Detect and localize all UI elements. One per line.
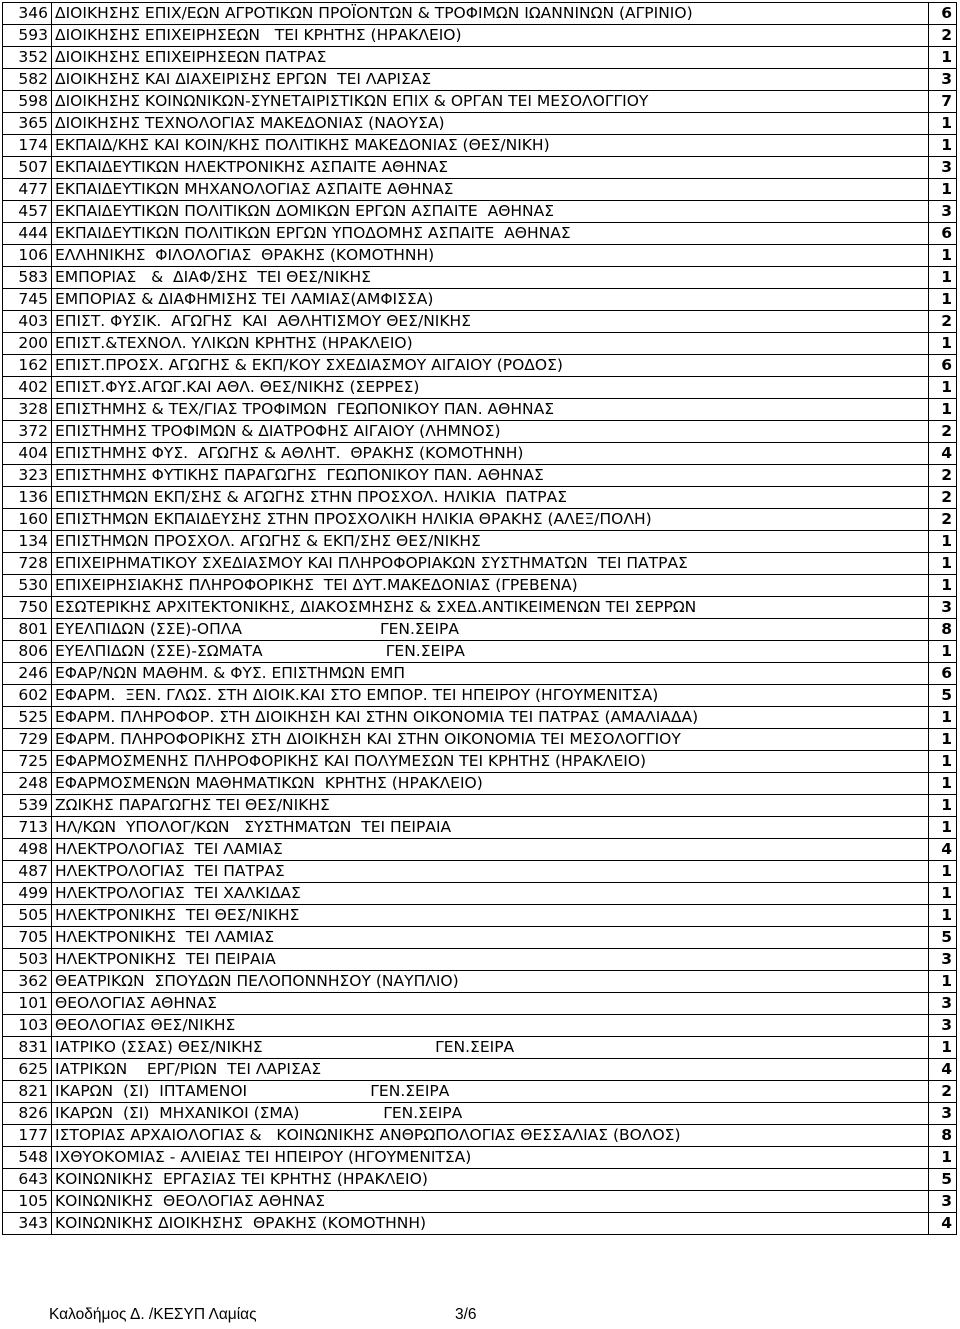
department-code: 525 (3, 707, 52, 729)
department-name: ΕΜΠΟΡΙΑΣ & ΔΙΑΦΗΜΙΣΗΣ ΤΕΙ ΛΑΜΙΑΣ(ΑΜΦΙΣΣΑ) (52, 289, 929, 311)
table-row (3, 465, 957, 487)
department-name: ΕΦΑΡΜ. ΠΛΗΡΟΦΟΡΙΚΗΣ ΣΤΗ ΔΙΟΙΚΗΣΗ ΚΑΙ ΣΤΗΝ ΟΙΚΟΝΟΜΙΑ ΤΕΙ ΜΕΣΟΛΟΓΓΙΟΥ (52, 729, 929, 751)
department-name: ΚΟΙΝΩΝΙΚΗΣ ΘΕΟΛΟΓΙΑΣ ΑΘΗΝΑΣ (52, 1191, 929, 1213)
table-row (3, 91, 957, 113)
position-count: 1 (929, 113, 957, 135)
position-count: 6 (929, 3, 957, 25)
department-code: 404 (3, 443, 52, 465)
table-row (3, 1191, 957, 1213)
table-row (3, 1037, 957, 1059)
department-name: ΗΛΕΚΤΡΟΝΙΚΗΣ ΤΕΙ ΘΕΣ/ΝΙΚΗΣ (52, 905, 929, 927)
department-name: ΕΦΑΡΜ. ΠΛΗΡΟΦΟΡ. ΣΤΗ ΔΙΟΙΚΗΣΗ ΚΑΙ ΣΤΗΝ ΟΙΚΟΝΟΜΙΑ ΤΕΙ ΠΑΤΡΑΣ (ΑΜΑΛΙΑΔΑ) (52, 707, 929, 729)
department-name: ΕΠΙΣΤΗΜΩΝ ΕΚΠ/ΣΗΣ & ΑΓΩΓΗΣ ΣΤΗΝ ΠΡΟΣΧΟΛ. ΗΛΙΚΙΑ ΠΑΤΡΑΣ (52, 487, 929, 509)
department-code: 362 (3, 971, 52, 993)
department-name: ΕΚΠΑΙΔΕΥΤΙΚΩΝ ΠΟΛΙΤΙΚΩΝ ΔΟΜΙΚΩΝ ΕΡΓΩΝ ΑΣΠΑΙΤΕ ΑΘΗΝΑΣ (52, 201, 929, 223)
footer-author: Καλοδήμος Δ. /ΚΕΣΥΠ Λαμίας (49, 1306, 257, 1323)
department-name: ΕΠΙΣΤΗΜΩΝ ΠΡΟΣΧΟΛ. ΑΓΩΓΗΣ & ΕΚΠ/ΣΗΣ ΘΕΣ/ΝΙΚΗΣ (52, 531, 929, 553)
position-count: 1 (929, 817, 957, 839)
table-row (3, 795, 957, 817)
department-name: ΙΧΘΥΟΚΟΜΙΑΣ - ΑΛΙΕΙΑΣ ΤΕΙ ΗΠΕΙΡΟΥ (ΗΓΟΥΜΕΝΙΤΣΑ) (52, 1147, 929, 1169)
department-code: 745 (3, 289, 52, 311)
position-count: 3 (929, 597, 957, 619)
position-count: 1 (929, 399, 957, 421)
table-row (3, 773, 957, 795)
department-code: 598 (3, 91, 52, 113)
department-name: ΕΠΙΣΤ.&ΤΕΧΝΟΛ. ΥΛΙΚΩΝ ΚΡΗΤΗΣ (ΗΡΑΚΛΕΙΟ) (52, 333, 929, 355)
table-row (3, 883, 957, 905)
department-code: 503 (3, 949, 52, 971)
table-row (3, 663, 957, 685)
table-row (3, 971, 957, 993)
department-code: 725 (3, 751, 52, 773)
table-row (3, 1147, 957, 1169)
department-name: ΕΥΕΛΠΙΔΩΝ (ΣΣΕ)-ΣΩΜΑΤΑ ΓΕΝ.ΣΕΙΡΑ (52, 641, 929, 663)
departments-table (2, 2, 957, 1235)
position-count: 4 (929, 443, 957, 465)
table-row (3, 443, 957, 465)
position-count: 4 (929, 1213, 957, 1235)
department-name: ΕΠΙΧΕΙΡΗΜΑΤΙΚΟΥ ΣΧΕΔΙΑΣΜΟΥ ΚΑΙ ΠΛΗΡΟΦΟΡΙΑΚΩΝ ΣΥΣΤΗΜΑΤΩΝ ΤΕΙ ΠΑΤΡΑΣ (52, 553, 929, 575)
department-code: 499 (3, 883, 52, 905)
department-code: 507 (3, 157, 52, 179)
table-row (3, 223, 957, 245)
position-count: 3 (929, 1103, 957, 1125)
department-code: 713 (3, 817, 52, 839)
department-code: 457 (3, 201, 52, 223)
department-name: ΕΠΙΣΤΗΜΩΝ ΕΚΠΑΙΔΕΥΣΗΣ ΣΤΗΝ ΠΡΟΣΧΟΛΙΚΗ ΗΛΙΚΙΑ ΘΡΑΚΗΣ (ΑΛΕΞ/ΠΟΛΗ) (52, 509, 929, 531)
department-code: 582 (3, 69, 52, 91)
department-name: ΔΙΟΙΚΗΣΗΣ ΕΠΙΧΕΙΡΗΣΕΩΝ ΠΑΤΡΑΣ (52, 47, 929, 69)
table-row (3, 1213, 957, 1235)
table-row (3, 531, 957, 553)
department-code: 539 (3, 795, 52, 817)
table-row (3, 707, 957, 729)
department-code: 246 (3, 663, 52, 685)
department-code: 105 (3, 1191, 52, 1213)
department-code: 806 (3, 641, 52, 663)
department-code: 402 (3, 377, 52, 399)
department-name: ΗΛΕΚΤΡΟΛΟΓΙΑΣ ΤΕΙ ΛΑΜΙΑΣ (52, 839, 929, 861)
department-code: 200 (3, 333, 52, 355)
position-count: 6 (929, 663, 957, 685)
table-row (3, 421, 957, 443)
department-name: ΘΕΟΛΟΓΙΑΣ ΘΕΣ/ΝΙΚΗΣ (52, 1015, 929, 1037)
table-row (3, 619, 957, 641)
position-count: 8 (929, 619, 957, 641)
department-code: 323 (3, 465, 52, 487)
department-name: ΔΙΟΙΚΗΣΗΣ ΚΟΙΝΩΝΙΚΩΝ-ΣΥΝΕΤΑΙΡΙΣΤΙΚΩΝ ΕΠΙΧ & ΟΡΓΑΝ ΤΕΙ ΜΕΣΟΛΟΓΓΙΟΥ (52, 91, 929, 113)
position-count: 1 (929, 751, 957, 773)
table-row (3, 509, 957, 531)
position-count: 2 (929, 465, 957, 487)
table-row (3, 905, 957, 927)
position-count: 3 (929, 949, 957, 971)
department-name: ΔΙΟΙΚΗΣΗΣ ΕΠΙΧ/ΕΩΝ ΑΓΡΟΤΙΚΩΝ ΠΡΟΪΟΝΤΩΝ & ΤΡΟΦΙΜΩΝ ΙΩΑΝΝΙΝΩΝ (ΑΓΡΙΝΙΟ) (52, 3, 929, 25)
department-name: ΕΠΙΧΕΙΡΗΣΙΑΚΗΣ ΠΛΗΡΟΦΟΡΙΚΗΣ ΤΕΙ ΔΥΤ.ΜΑΚΕΔΟΝΙΑΣ (ΓΡΕΒΕΝΑ) (52, 575, 929, 597)
department-name: ΚΟΙΝΩΝΙΚΗΣ ΕΡΓΑΣΙΑΣ ΤΕΙ ΚΡΗΤΗΣ (ΗΡΑΚΛΕΙΟ) (52, 1169, 929, 1191)
department-code: 174 (3, 135, 52, 157)
position-count: 1 (929, 531, 957, 553)
department-code: 162 (3, 355, 52, 377)
table-row (3, 355, 957, 377)
department-name: ΕΦΑΡ/ΝΩΝ ΜΑΘΗΜ. & ΦΥΣ. ΕΠΙΣΤΗΜΩΝ ΕΜΠ (52, 663, 929, 685)
department-name: ΚΟΙΝΩΝΙΚΗΣ ΔΙΟΙΚΗΣΗΣ ΘΡΑΚΗΣ (ΚΟΜΟΤΗΝΗ) (52, 1213, 929, 1235)
department-code: 643 (3, 1169, 52, 1191)
position-count: 7 (929, 91, 957, 113)
department-name: ΕΜΠΟΡΙΑΣ & ΔΙΑΦ/ΣΗΣ ΤΕΙ ΘΕΣ/ΝΙΚΗΣ (52, 267, 929, 289)
department-code: 372 (3, 421, 52, 443)
position-count: 4 (929, 839, 957, 861)
table-row (3, 113, 957, 135)
position-count: 2 (929, 487, 957, 509)
table-row (3, 575, 957, 597)
department-code: 444 (3, 223, 52, 245)
position-count: 6 (929, 355, 957, 377)
department-code: 352 (3, 47, 52, 69)
table-row (3, 69, 957, 91)
department-name: ΗΛΕΚΤΡΟΝΙΚΗΣ ΤΕΙ ΛΑΜΙΑΣ (52, 927, 929, 949)
department-name: ΙΚΑΡΩΝ (ΣΙ) ΜΗΧΑΝΙΚΟΙ (ΣΜΑ) ΓΕΝ.ΣΕΙΡΑ (52, 1103, 929, 1125)
table-row (3, 47, 957, 69)
table-row (3, 289, 957, 311)
department-name: ΕΣΩΤΕΡΙΚΗΣ ΑΡΧΙΤΕΚΤΟΝΙΚΗΣ, ΔΙΑΚΟΣΜΗΣΗΣ & ΣΧΕΔ.ΑΝΤΙΚΕΙΜΕΝΩΝ ΤΕΙ ΣΕΡΡΩΝ (52, 597, 929, 619)
position-count: 3 (929, 157, 957, 179)
department-name: ΔΙΟΙΚΗΣΗΣ ΕΠΙΧΕΙΡΗΣΕΩΝ ΤΕΙ ΚΡΗΤΗΣ (ΗΡΑΚΛΕΙΟ) (52, 25, 929, 47)
department-code: 593 (3, 25, 52, 47)
department-name: ΘΕΑΤΡΙΚΩΝ ΣΠΟΥΔΩΝ ΠΕΛΟΠΟΝΝΗΣΟΥ (ΝΑΥΠΛΙΟ) (52, 971, 929, 993)
table-row (3, 685, 957, 707)
department-name: ΕΠΙΣΤΗΜΗΣ ΤΡΟΦΙΜΩΝ & ΔΙΑΤΡΟΦΗΣ ΑΙΓΑΙΟΥ (ΛΗΜΝΟΣ) (52, 421, 929, 443)
table-row (3, 597, 957, 619)
position-count: 3 (929, 69, 957, 91)
position-count: 1 (929, 267, 957, 289)
department-name: ΙΚΑΡΩΝ (ΣΙ) ΙΠΤΑΜΕΝΟΙ ΓΕΝ.ΣΕΙΡΑ (52, 1081, 929, 1103)
position-count: 3 (929, 1191, 957, 1213)
position-count: 1 (929, 905, 957, 927)
position-count: 3 (929, 1015, 957, 1037)
department-name: ΕΦΑΡΜΟΣΜΕΝΗΣ ΠΛΗΡΟΦΟΡΙΚΗΣ ΚΑΙ ΠΟΛΥΜΕΣΩΝ ΤΕΙ ΚΡΗΤΗΣ (ΗΡΑΚΛΕΙΟ) (52, 751, 929, 773)
page-number: 3/6 (455, 1306, 477, 1323)
department-name: ΕΛΛΗΝΙΚΗΣ ΦΙΛΟΛΟΓΙΑΣ ΘΡΑΚΗΣ (ΚΟΜΟΤΗΝΗ) (52, 245, 929, 267)
department-code: 505 (3, 905, 52, 927)
department-code: 134 (3, 531, 52, 553)
department-code: 487 (3, 861, 52, 883)
department-code: 177 (3, 1125, 52, 1147)
department-code: 248 (3, 773, 52, 795)
position-count: 1 (929, 179, 957, 201)
department-code: 136 (3, 487, 52, 509)
department-name: ΕΠΙΣΤ.ΦΥΣ.ΑΓΩΓ.ΚΑΙ ΑΘΛ. ΘΕΣ/ΝΙΚΗΣ (ΣΕΡΡΕΣ) (52, 377, 929, 399)
table-row (3, 201, 957, 223)
department-code: 729 (3, 729, 52, 751)
department-name: ΙΣΤΟΡΙΑΣ ΑΡΧΑΙΟΛΟΓΙΑΣ & ΚΟΙΝΩΝΙΚΗΣ ΑΝΘΡΩΠΟΛΟΓΙΑΣ ΘΕΣΣΑΛΙΑΣ (ΒΟΛΟΣ) (52, 1125, 929, 1147)
department-name: ΕΚΠΑΙΔΕΥΤΙΚΩΝ ΠΟΛΙΤΙΚΩΝ ΕΡΓΩΝ ΥΠΟΔΟΜΗΣ ΑΣΠΑΙΤΕ ΑΘΗΝΑΣ (52, 223, 929, 245)
department-name: ΙΑΤΡΙΚΩΝ ΕΡΓ/ΡΙΩΝ ΤΕΙ ΛΑΡΙΣΑΣ (52, 1059, 929, 1081)
position-count: 1 (929, 553, 957, 575)
position-count: 3 (929, 993, 957, 1015)
position-count: 2 (929, 1081, 957, 1103)
table-row (3, 311, 957, 333)
table-row (3, 399, 957, 421)
department-name: ΕΠΙΣΤΗΜΗΣ & ΤΕΧ/ΓΙΑΣ ΤΡΟΦΙΜΩΝ ΓΕΩΠΟΝΙΚΟΥ ΠΑΝ. ΑΘΗΝΑΣ (52, 399, 929, 421)
position-count: 1 (929, 47, 957, 69)
table-row (3, 377, 957, 399)
table-row (3, 245, 957, 267)
position-count: 1 (929, 883, 957, 905)
position-count: 1 (929, 1147, 957, 1169)
department-code: 403 (3, 311, 52, 333)
position-count: 1 (929, 135, 957, 157)
department-code: 583 (3, 267, 52, 289)
position-count: 1 (929, 245, 957, 267)
department-code: 705 (3, 927, 52, 949)
department-name: ΕΠΙΣΤ. ΦΥΣΙΚ. ΑΓΩΓΗΣ ΚΑΙ ΑΘΛΗΤΙΣΜΟΥ ΘΕΣ/ΝΙΚΗΣ (52, 311, 929, 333)
table-row (3, 333, 957, 355)
department-code: 346 (3, 3, 52, 25)
position-count: 1 (929, 861, 957, 883)
department-code: 750 (3, 597, 52, 619)
department-code: 728 (3, 553, 52, 575)
position-count: 1 (929, 971, 957, 993)
department-code: 160 (3, 509, 52, 531)
position-count: 1 (929, 289, 957, 311)
department-code: 548 (3, 1147, 52, 1169)
position-count: 3 (929, 201, 957, 223)
table-row (3, 487, 957, 509)
position-count: 1 (929, 707, 957, 729)
department-name: ΗΛΕΚΤΡΟΝΙΚΗΣ ΤΕΙ ΠΕΙΡΑΙΑ (52, 949, 929, 971)
table-row (3, 267, 957, 289)
department-name: ΔΙΟΙΚΗΣΗΣ ΚΑΙ ΔΙΑΧΕΙΡΙΣΗΣ ΕΡΓΩΝ ΤΕΙ ΛΑΡΙΣΑΣ (52, 69, 929, 91)
department-name: ΕΠΙΣΤΗΜΗΣ ΦΥΤΙΚΗΣ ΠΑΡΑΓΩΓΗΣ ΓΕΩΠΟΝΙΚΟΥ ΠΑΝ. ΑΘΗΝΑΣ (52, 465, 929, 487)
department-name: ΕΚΠΑΙΔ/ΚΗΣ ΚΑΙ ΚΟΙΝ/ΚΗΣ ΠΟΛΙΤΙΚΗΣ ΜΑΚΕΔΟΝΙΑΣ (ΘΕΣ/ΝΙΚΗ) (52, 135, 929, 157)
position-count: 5 (929, 685, 957, 707)
department-code: 365 (3, 113, 52, 135)
table-row (3, 839, 957, 861)
department-name: ΗΛΕΚΤΡΟΛΟΓΙΑΣ ΤΕΙ ΧΑΛΚΙΔΑΣ (52, 883, 929, 905)
department-code: 530 (3, 575, 52, 597)
position-count: 1 (929, 729, 957, 751)
table-row (3, 729, 957, 751)
table-row (3, 135, 957, 157)
position-count: 1 (929, 641, 957, 663)
table-row (3, 1081, 957, 1103)
department-name: ΕΦΑΡΜ. ΞΕΝ. ΓΛΩΣ. ΣΤΗ ΔΙΟΙΚ.ΚΑΙ ΣΤΟ ΕΜΠΟΡ. ΤΕΙ ΗΠΕΙΡΟΥ (ΗΓΟΥΜΕΝΙΤΣΑ) (52, 685, 929, 707)
table-row (3, 3, 957, 25)
table-row (3, 553, 957, 575)
department-code: 602 (3, 685, 52, 707)
department-code: 498 (3, 839, 52, 861)
position-count: 5 (929, 927, 957, 949)
table-row (3, 1015, 957, 1037)
table-row (3, 179, 957, 201)
department-name: ΖΩΙΚΗΣ ΠΑΡΑΓΩΓΗΣ ΤΕΙ ΘΕΣ/ΝΙΚΗΣ (52, 795, 929, 817)
position-count: 2 (929, 509, 957, 531)
departments-table-body (3, 3, 957, 1235)
position-count: 1 (929, 773, 957, 795)
department-name: ΘΕΟΛΟΓΙΑΣ ΑΘΗΝΑΣ (52, 993, 929, 1015)
department-code: 101 (3, 993, 52, 1015)
department-code: 831 (3, 1037, 52, 1059)
position-count: 2 (929, 311, 957, 333)
position-count: 1 (929, 377, 957, 399)
table-row (3, 1059, 957, 1081)
department-code: 477 (3, 179, 52, 201)
table-row (3, 157, 957, 179)
table-row (3, 25, 957, 47)
position-count: 8 (929, 1125, 957, 1147)
department-code: 343 (3, 1213, 52, 1235)
table-row (3, 817, 957, 839)
department-code: 328 (3, 399, 52, 421)
table-row (3, 949, 957, 971)
department-name: ΗΛΕΚΤΡΟΛΟΓΙΑΣ ΤΕΙ ΠΑΤΡΑΣ (52, 861, 929, 883)
department-name: ΔΙΟΙΚΗΣΗΣ ΤΕΧΝΟΛΟΓΙΑΣ ΜΑΚΕΔΟΝΙΑΣ (ΝΑΟΥΣΑ) (52, 113, 929, 135)
department-name: ΕΠΙΣΤ.ΠΡΟΣΧ. ΑΓΩΓΗΣ & ΕΚΠ/ΚΟΥ ΣΧΕΔΙΑΣΜΟΥ ΑΙΓΑΙΟΥ (ΡΟΔΟΣ) (52, 355, 929, 377)
department-name: ΗΛ/ΚΩΝ ΥΠΟΛΟΓ/ΚΩΝ ΣΥΣΤΗΜΑΤΩΝ ΤΕΙ ΠΕΙΡΑΙΑ (52, 817, 929, 839)
position-count: 4 (929, 1059, 957, 1081)
table-row (3, 1103, 957, 1125)
position-count: 5 (929, 1169, 957, 1191)
department-name: ΙΑΤΡΙΚΟ (ΣΣΑΣ) ΘΕΣ/ΝΙΚΗΣ ΓΕΝ.ΣΕΙΡΑ (52, 1037, 929, 1059)
position-count: 2 (929, 25, 957, 47)
table-row (3, 641, 957, 663)
department-code: 106 (3, 245, 52, 267)
department-code: 103 (3, 1015, 52, 1037)
table-row (3, 861, 957, 883)
department-code: 625 (3, 1059, 52, 1081)
department-name: ΕΥΕΛΠΙΔΩΝ (ΣΣΕ)-ΟΠΛΑ ΓΕΝ.ΣΕΙΡΑ (52, 619, 929, 641)
position-count: 1 (929, 795, 957, 817)
table-row (3, 927, 957, 949)
department-name: ΕΠΙΣΤΗΜΗΣ ΦΥΣ. ΑΓΩΓΗΣ & ΑΘΛΗΤ. ΘΡΑΚΗΣ (ΚΟΜΟΤΗΝΗ) (52, 443, 929, 465)
department-name: ΕΚΠΑΙΔΕΥΤΙΚΩΝ ΜΗΧΑΝΟΛΟΓΙΑΣ ΑΣΠΑΙΤΕ ΑΘΗΝΑΣ (52, 179, 929, 201)
department-name: ΕΚΠΑΙΔΕΥΤΙΚΩΝ ΗΛΕΚΤΡΟΝΙΚΗΣ ΑΣΠΑΙΤΕ ΑΘΗΝΑΣ (52, 157, 929, 179)
position-count: 6 (929, 223, 957, 245)
department-code: 826 (3, 1103, 52, 1125)
department-code: 801 (3, 619, 52, 641)
department-name: ΕΦΑΡΜΟΣΜΕΝΩΝ ΜΑΘΗΜΑΤΙΚΩΝ ΚΡΗΤΗΣ (ΗΡΑΚΛΕΙΟ) (52, 773, 929, 795)
table-row (3, 751, 957, 773)
position-count: 2 (929, 421, 957, 443)
position-count: 1 (929, 333, 957, 355)
table-row (3, 1169, 957, 1191)
table-row (3, 1125, 957, 1147)
position-count: 1 (929, 1037, 957, 1059)
department-code: 821 (3, 1081, 52, 1103)
position-count: 1 (929, 575, 957, 597)
table-row (3, 993, 957, 1015)
